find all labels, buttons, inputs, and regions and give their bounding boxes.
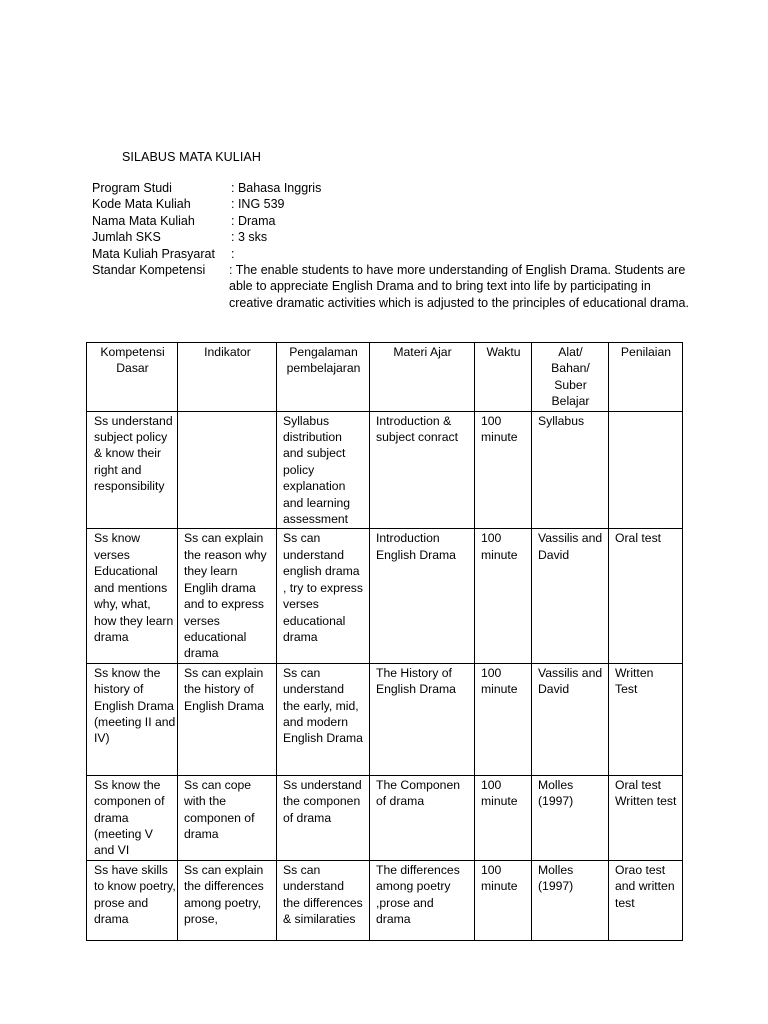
meta-value: : ING 539 bbox=[231, 197, 285, 212]
table-cell: Ss can explain the differences among poetry, prose, bbox=[178, 860, 277, 940]
meta-value: : 3 sks bbox=[231, 230, 268, 245]
table-row bbox=[87, 860, 683, 940]
meta-row-program-studi bbox=[92, 180, 692, 196]
meta-key: Jumlah SKS bbox=[92, 230, 161, 245]
table-cell: Ss can explain the reason why they learn Englih drama and to express verses educational drama bbox=[178, 529, 277, 663]
column-header: Materi Ajar bbox=[370, 343, 475, 412]
table-cell: Ss know the componen of drama (meeting V and VI bbox=[87, 775, 178, 860]
table-cell: 100 minute bbox=[475, 529, 532, 663]
table-cell: Ss can explain the history of English Drama bbox=[178, 663, 277, 775]
table-cell: 100 minute bbox=[475, 663, 532, 775]
table-row bbox=[87, 411, 683, 529]
meta-row-standar-kompetensi bbox=[92, 262, 692, 311]
table-cell: Ss can understand the differences & similaraties bbox=[277, 860, 370, 940]
table-cell: Oral test bbox=[609, 529, 683, 663]
meta-value: : Bahasa Inggris bbox=[231, 181, 322, 195]
document-title: SILABUS MATA KULIAH bbox=[122, 150, 261, 164]
table-cell: Ss can cope with the componen of drama bbox=[178, 775, 277, 860]
column-header: Penilaian bbox=[609, 343, 683, 412]
table-cell: Introduction English Drama bbox=[370, 529, 475, 663]
meta-key: Standar Kompetensi bbox=[92, 263, 206, 278]
table-cell: The differences among poetry ,prose and drama bbox=[370, 860, 475, 940]
column-header: Waktu bbox=[475, 343, 532, 412]
meta-value: : bbox=[231, 246, 235, 261]
table-cell: The History of English Drama bbox=[370, 663, 475, 775]
table-cell: Ss have skills to know poetry, prose and drama bbox=[87, 860, 178, 940]
meta-row-jumlah-sks bbox=[92, 229, 692, 245]
meta-key: Program Studi bbox=[92, 181, 172, 195]
table-cell: Ss understand the componen of drama bbox=[277, 775, 370, 860]
table-header-row bbox=[87, 343, 683, 412]
table-row bbox=[87, 775, 683, 860]
meta-key: Kode Mata Kuliah bbox=[92, 197, 191, 212]
table-cell: Ss understand subject policy & know their right and responsibility bbox=[87, 411, 178, 529]
table-cell: Molles (1997) bbox=[532, 860, 609, 940]
column-header: Alat/ Bahan/ Suber Belajar bbox=[532, 343, 609, 412]
table-cell: 100 minute bbox=[475, 411, 532, 529]
table-cell: Oral test Written test bbox=[609, 775, 683, 860]
syllabus-table bbox=[86, 342, 683, 941]
column-header: Pengalaman pembelajaran bbox=[277, 343, 370, 412]
table-cell: Ss can understand the early, mid, and modern English Drama bbox=[277, 663, 370, 775]
column-header: Kompetensi Dasar bbox=[87, 343, 178, 412]
table-cell: Ss can understand english drama , try to express verses educational drama bbox=[277, 529, 370, 663]
column-header: Indikator bbox=[178, 343, 277, 412]
table-cell: Ss know the history of English Drama (meeting II and IV) bbox=[87, 663, 178, 775]
table-cell: 100 minute bbox=[475, 775, 532, 860]
table-cell: Vassilis and David bbox=[532, 663, 609, 775]
table-cell: The Componen of drama bbox=[370, 775, 475, 860]
table-cell: Vassilis and David bbox=[532, 529, 609, 663]
table-cell: Molles (1997) bbox=[532, 775, 609, 860]
table-cell bbox=[609, 411, 683, 529]
meta-value: : Drama bbox=[231, 213, 276, 228]
table-cell: Introduction & subject conract bbox=[370, 411, 475, 529]
course-metadata bbox=[92, 180, 692, 311]
meta-key: Mata Kuliah Prasyarat bbox=[92, 246, 215, 261]
meta-key: Nama Mata Kuliah bbox=[92, 213, 195, 228]
meta-row-nama-mata-kuliah bbox=[92, 213, 692, 229]
table-cell: 100 minute bbox=[475, 860, 532, 940]
meta-value: : The enable students to have more understanding of English Drama. Students are able to appreciate English Drama and to bring text into life by participating in creative dramatic activities which is adjusted to the principles of educational drama. bbox=[229, 263, 689, 310]
table-row bbox=[87, 663, 683, 775]
table-cell: Syllabus distribution and subject policy explanation and learning assessment bbox=[277, 411, 370, 529]
table-cell bbox=[178, 411, 277, 529]
table-cell: Orao test and written test bbox=[609, 860, 683, 940]
table-cell: Written Test bbox=[609, 663, 683, 775]
table-cell: Ss know verses Educational and mentions why, what, how they learn drama bbox=[87, 529, 178, 663]
table-row bbox=[87, 529, 683, 663]
meta-row-prasyarat bbox=[92, 246, 692, 262]
table-cell: Syllabus bbox=[532, 411, 609, 529]
meta-row-kode-mata-kuliah bbox=[92, 196, 692, 212]
